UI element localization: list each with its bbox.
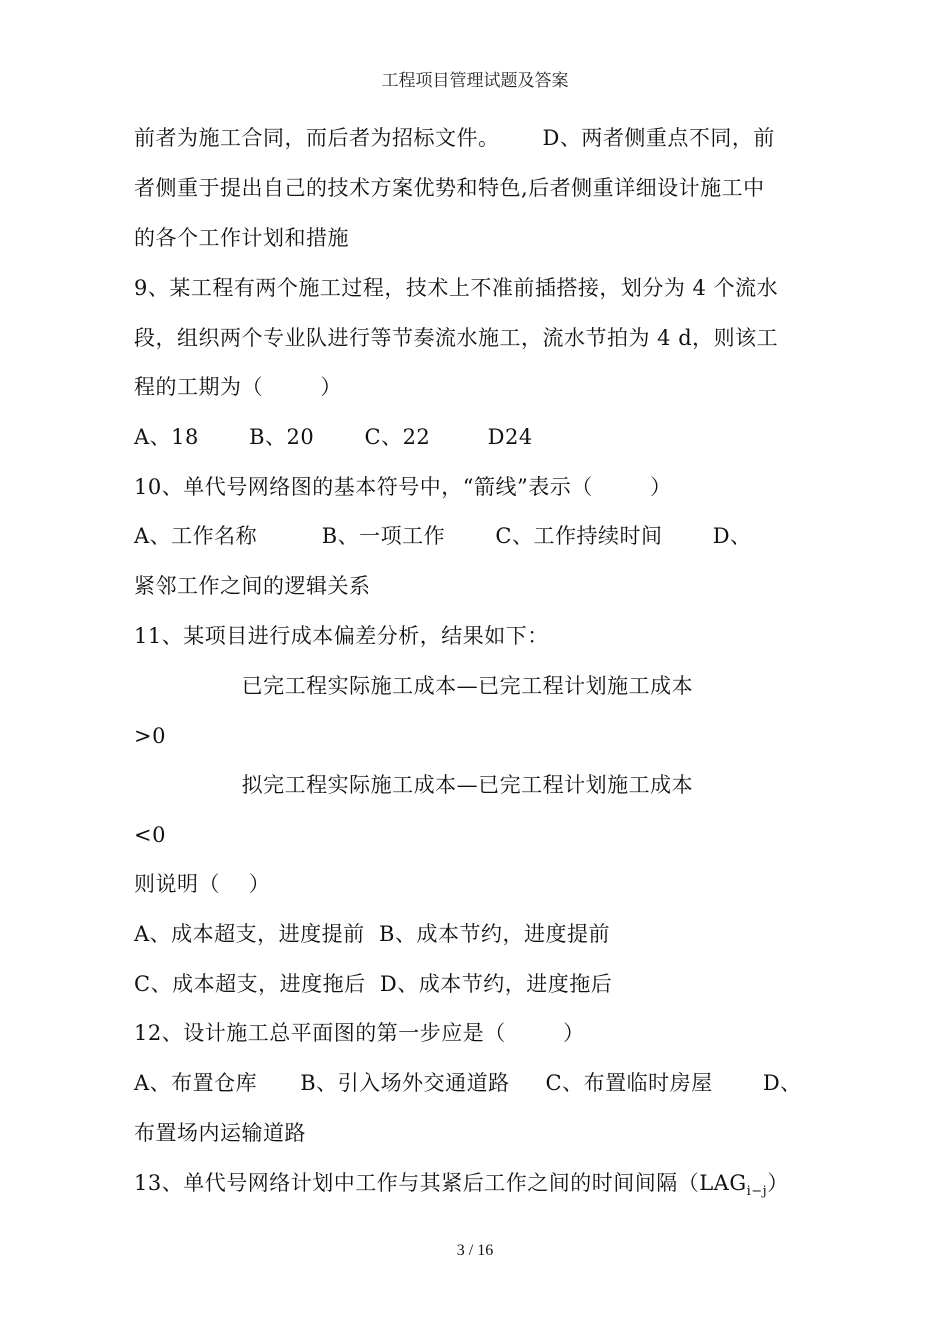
text-line: 已完工程实际施工成本—已完工程计划施工成本	[134, 674, 694, 698]
text-line: >0	[134, 724, 166, 748]
text-line: 布置场内运输道路	[134, 1121, 306, 1145]
question-12: 12、设计施工总平面图的第一步应是（ ）	[134, 1021, 585, 1045]
text-line: 的各个工作计划和措施	[134, 226, 349, 250]
question-10: 10、单代号网络图的基本符号中，“箭线”表示（ ）	[134, 475, 672, 499]
lag-subscript: i−j	[746, 1184, 768, 1200]
options-line: C、成本超支，进度拖后 D、成本节约，进度拖后	[134, 972, 613, 996]
text-line: 者侧重于提出自己的技术方案优势和特色,后者侧重详细设计施工中	[134, 176, 765, 200]
options-line: A、工作名称 B、一项工作 C、工作持续时间 D、	[134, 524, 752, 548]
text-line: 段，组织两个专业队进行等节奏流水施工，流水节拍为 4 d，则该工	[134, 326, 779, 350]
question-13-text: 13、单代号网络计划中工作与其紧后工作之间的时间间隔（LAG	[134, 1171, 747, 1195]
options-line: A、布置仓库 B、引入场外交通道路 C、布置临时房屋 D、	[134, 1071, 802, 1095]
page-number: 3 / 16	[456, 1242, 494, 1259]
question-13-close: ）	[767, 1171, 789, 1195]
question-9: 9、某工程有两个施工过程，技术上不准前插搭接，划分为 4 个流水	[134, 276, 779, 300]
options-line: A、18 B、20 C、22 D24	[134, 425, 533, 449]
question-13	[134, 1173, 789, 1198]
text-line: 紧邻工作之间的逻辑关系	[134, 574, 371, 598]
text-line: 拟完工程实际施工成本—已完工程计划施工成本	[134, 773, 694, 797]
question-11: 11、某项目进行成本偏差分析，结果如下：	[134, 624, 549, 648]
options-line: A、成本超支，进度提前 B、成本节约，进度提前	[134, 922, 610, 946]
text-line: 前者为施工合同，而后者为招标文件。 D、两者侧重点不同，前	[134, 126, 775, 150]
text-line: 则说明（ ）	[134, 872, 271, 896]
text-line: <0	[134, 823, 166, 847]
page-header-title: 工程项目管理试题及答案	[381, 71, 569, 91]
text-line: 程的工期为（ ）	[134, 375, 342, 399]
